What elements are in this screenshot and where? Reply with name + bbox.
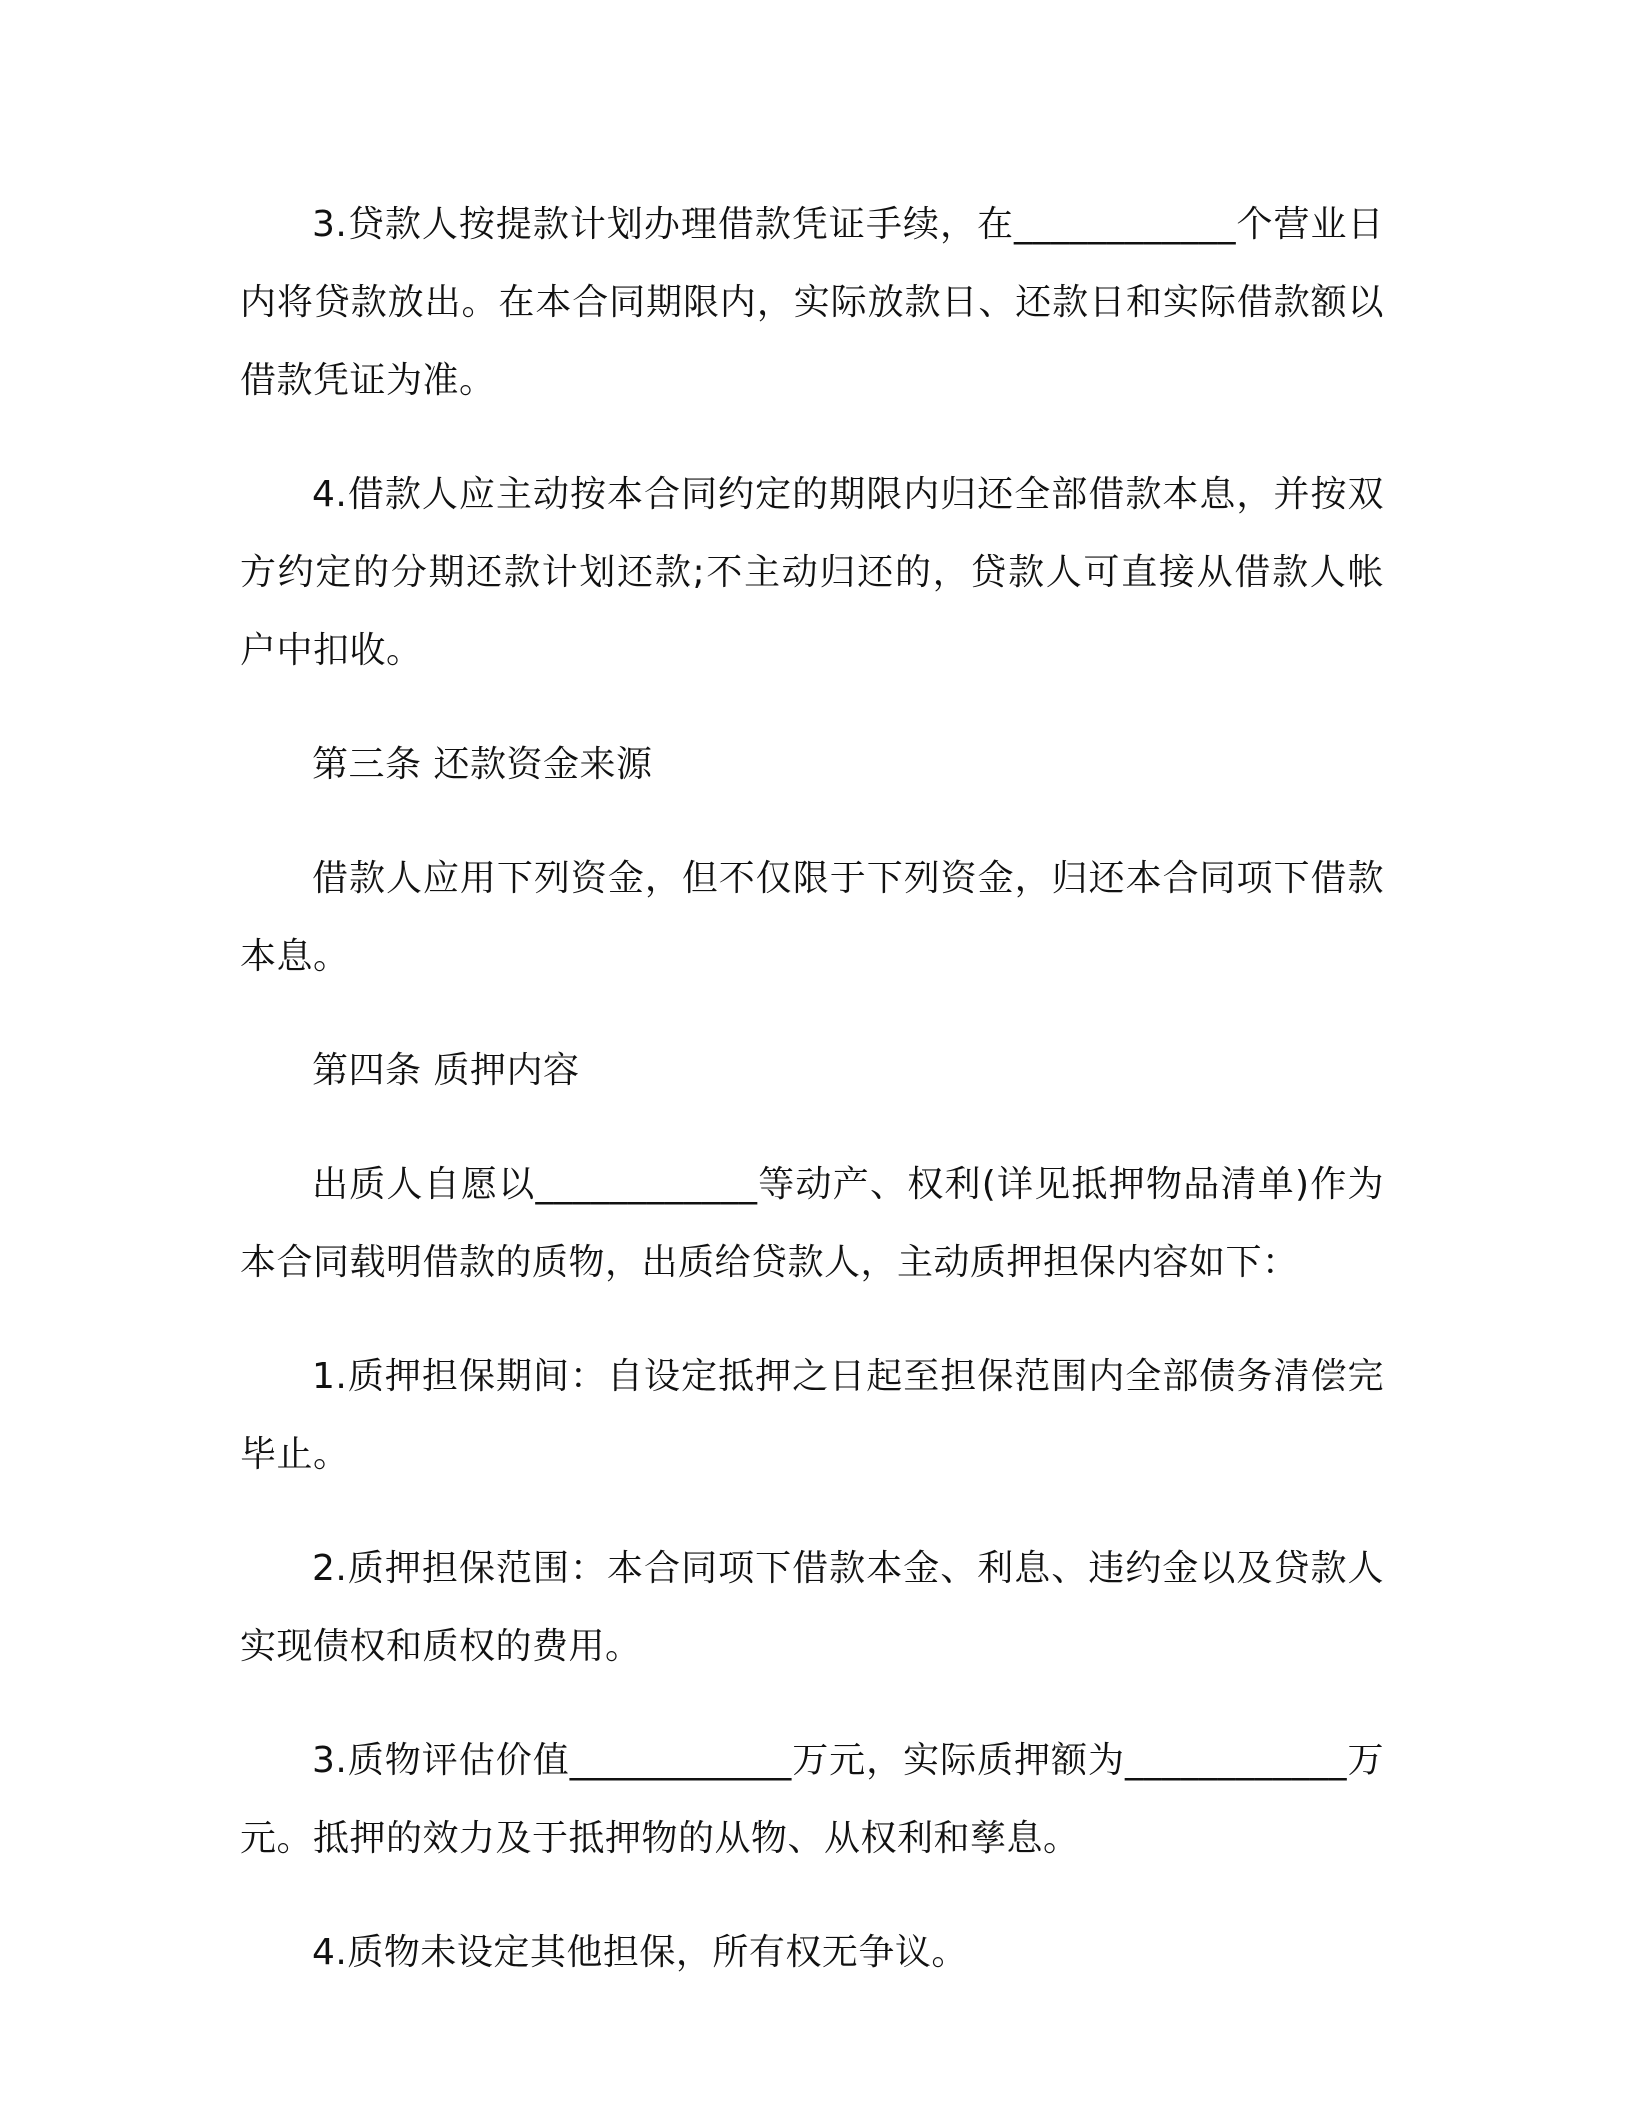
pledge-value-paragraph: 3.质物评估价值____________万元，实际质押额为____________万元。抵押的效力及于抵押物的从物、从权利和孳息。 bbox=[240, 1740, 1384, 1859]
repayment-funds-paragraph: 借款人应用下列资金，但不仅限于下列资金，归还本合同项下借款本息。 bbox=[240, 858, 1384, 977]
pledge-period-paragraph: 1.质押担保期间：自设定抵押之日起至担保范围内全部债务清偿完毕止。 bbox=[240, 1356, 1384, 1475]
pledge-intro-paragraph: 出质人自愿以____________等动产、权利(详见抵押物品清单)作为本合同载明借款的质物，出质给贷款人，主动质押担保内容如下： bbox=[240, 1164, 1384, 1283]
pledge-ownership-paragraph: 4.质物未设定其他担保，所有权无争议。 bbox=[312, 1932, 968, 1973]
article-3-heading: 第三条 还款资金来源 bbox=[312, 744, 653, 785]
clause-3-loan-disbursement: 3.贷款人按提款计划办理借款凭证手续，在____________个营业日内将贷款放出。在本合同期限内，实际放款日、还款日和实际借款额以借款凭证为准。 bbox=[240, 204, 1384, 401]
article-4-heading: 第四条 质押内容 bbox=[312, 1050, 580, 1091]
document-body bbox=[240, 186, 1384, 2028]
pledge-scope-paragraph: 2.质押担保范围：本合同项下借款本金、利息、违约金以及贷款人实现债权和质权的费用。 bbox=[240, 1548, 1384, 1667]
clause-4-repayment: 4.借款人应主动按本合同约定的期限内归还全部借款本息，并按双方约定的分期还款计划还款;不主动归还的，贷款人可直接从借款人帐户中扣收。 bbox=[240, 474, 1384, 671]
